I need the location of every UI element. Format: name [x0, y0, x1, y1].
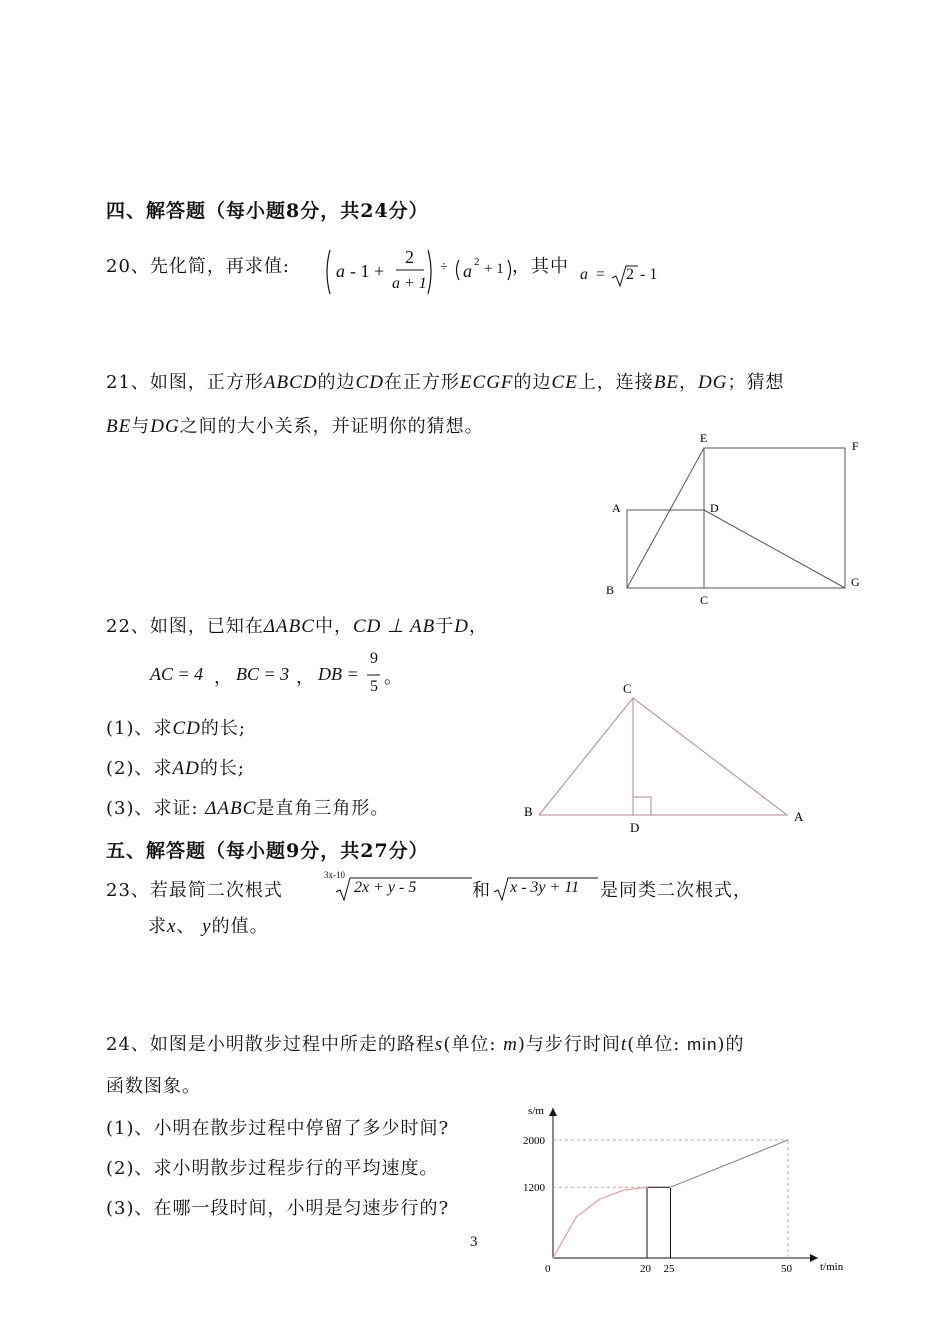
- series-linear-segment: [671, 1140, 789, 1187]
- q23-prefix: 23、若最简二次根式: [106, 880, 283, 901]
- q20-val-a: a: [580, 266, 588, 283]
- y-axis-arrow: [549, 1108, 557, 1116]
- q22-sep1: ，: [214, 667, 233, 688]
- q22-line2: [150, 650, 430, 700]
- label-c: C: [700, 593, 709, 607]
- q20-val-eq: =: [596, 266, 606, 283]
- data-point-2: [599, 1198, 601, 1200]
- q20-minus1: - 1 +: [350, 261, 385, 281]
- q20-prefix: 20、先化简，再求值:: [106, 256, 290, 277]
- q22-s2-v: AD: [172, 758, 200, 779]
- label-g: G: [851, 575, 860, 589]
- label-c: C: [623, 681, 632, 696]
- q21-l1-v2: CD: [355, 372, 384, 393]
- q22-l1-p3: 于: [435, 616, 455, 637]
- q22-s2-p1: (2)、求: [106, 758, 173, 779]
- page-number: 3: [470, 1234, 478, 1250]
- q22-num: 9: [370, 650, 378, 667]
- q23-l2-p1: 求: [148, 916, 167, 937]
- q22-l1-v3: D: [454, 616, 470, 637]
- q21-l1-v3: ECGF: [459, 372, 514, 393]
- data-point-4: [646, 1186, 648, 1188]
- q21-l1-p1: 21、如图，正方形: [106, 372, 264, 393]
- q23-l2-sep: 、: [176, 916, 196, 937]
- q21-figure: [600, 428, 870, 608]
- section-5-title: 五、解答题（每小题9分，共27分）: [106, 840, 429, 862]
- x-axis-label: t/min: [820, 1261, 844, 1273]
- x-tick-0: 0: [545, 1263, 551, 1275]
- q20-a2: a: [463, 261, 472, 281]
- q24-l1-p4: (单位:: [627, 1034, 681, 1055]
- square-abcd: [627, 510, 704, 588]
- q23-suffix: 是同类二次根式，: [600, 880, 752, 901]
- q22-s2-p2: 的长;: [199, 758, 245, 779]
- data-point-1: [576, 1216, 578, 1218]
- q23-l2-x: x: [167, 916, 177, 937]
- q21-line1: [106, 368, 784, 394]
- q23-radical-2: [492, 870, 602, 902]
- q21-l1-p6: ，: [679, 372, 699, 393]
- q22-s1-v: CD: [172, 718, 201, 739]
- q23-rad2: x - 3y + 11: [510, 879, 580, 896]
- q20-val-rest: - 1: [640, 266, 658, 283]
- q20-expression: [322, 244, 522, 300]
- y-tick-2000: 2000: [523, 1135, 545, 1147]
- q22-sub2: [106, 754, 245, 780]
- square-ecgf: [704, 448, 845, 588]
- x-tick-50: 50: [781, 1263, 792, 1275]
- q22-s3-p2: 是直角三角形。: [256, 798, 390, 819]
- triangle-abc: [539, 698, 787, 815]
- q22-l1-p1: 22、如图，已知在: [106, 616, 264, 637]
- q22-s3-p1: (3)、求证:: [106, 798, 199, 819]
- q24-l1-p2: (单位:: [443, 1034, 497, 1055]
- q22-sub1: [106, 714, 246, 740]
- q24-l1-p5: )的: [717, 1034, 745, 1055]
- q22-figure: [515, 678, 815, 838]
- y-tick-1200: 1200: [523, 1182, 545, 1195]
- q24-l1-p3: )与步行时间: [517, 1034, 621, 1055]
- right-angle-mark: [633, 797, 651, 815]
- q22-s3-v: ΔABC: [205, 798, 257, 819]
- q20-num: 2: [405, 247, 414, 267]
- q22-line1: [106, 612, 488, 638]
- label-e: E: [700, 431, 708, 445]
- q24-l1-t: t: [620, 1034, 628, 1055]
- label-a: A: [794, 809, 804, 824]
- q23-l2-y: y: [202, 916, 212, 937]
- q24-chart: [510, 1098, 855, 1280]
- q24-l1-s: s: [434, 1034, 444, 1055]
- data-point-3: [623, 1189, 625, 1191]
- series-curve-segment: [553, 1187, 647, 1258]
- q23-line2: [148, 912, 269, 938]
- q20-val-radicand: 2: [626, 266, 634, 283]
- q24-line2: 函数图象。: [106, 1076, 201, 1097]
- x-tick-20: 20: [640, 1263, 651, 1275]
- q22-db: DB =: [318, 664, 359, 684]
- q20-where: ，其中: [512, 256, 569, 277]
- segment-be: [627, 448, 704, 588]
- q23-index: 3x-10: [324, 870, 345, 880]
- q22-l1-v2: CD ⊥ AB: [352, 616, 436, 637]
- q22-bc: BC = 3: [236, 664, 290, 684]
- q21-l2-p1: 与: [131, 416, 151, 437]
- q21-l1-p7: ；猜想: [727, 372, 785, 393]
- q24-l1-m: m: [503, 1034, 518, 1055]
- q21-l2-v1: BE: [106, 416, 132, 437]
- q22-ac: AC = 4: [150, 664, 204, 684]
- q23-and: 和: [472, 880, 491, 901]
- label-d: D: [630, 820, 640, 835]
- data-point-6: [787, 1139, 789, 1141]
- q20-den: a + 1: [392, 275, 427, 292]
- q24-sub2: (2)、求小明散步过程步行的平均速度。: [106, 1158, 439, 1179]
- q21-l1-v5: BE: [653, 372, 680, 393]
- q20-sqrt-sign: [610, 264, 640, 288]
- label-f: F: [852, 439, 859, 453]
- q21-line2: [106, 412, 484, 438]
- q22-l1-p2: 中，: [314, 616, 353, 637]
- q21-l1-p3: 在正方形: [383, 372, 460, 393]
- data-point-5: [670, 1186, 672, 1188]
- label-b: B: [524, 804, 533, 819]
- data-point-0: [552, 1257, 554, 1259]
- q23-rad1: 2x + y - 5: [354, 879, 417, 896]
- q20-exp: 2: [474, 256, 480, 268]
- q20-plus1: + 1: [484, 261, 504, 277]
- q22-s1-p1: (1)、求: [106, 718, 173, 739]
- q21-l2-p2: 之间的大小关系，并证明你的猜想。: [179, 416, 484, 437]
- segment-dg: [704, 510, 845, 588]
- q22-sub3: [106, 794, 389, 820]
- y-axis-label: s/m: [528, 1105, 544, 1117]
- q22-l1-v1: ΔABC: [263, 616, 315, 637]
- q22-end: 。: [384, 667, 403, 688]
- q21-l1-v4: CE: [551, 372, 578, 393]
- q20-value: [580, 262, 690, 290]
- x-tick-25: 25: [663, 1263, 675, 1275]
- label-a: A: [612, 501, 621, 515]
- x-axis-arrow: [810, 1254, 818, 1262]
- q21-l1-p2: 的边: [317, 372, 356, 393]
- q22-den: 5: [370, 678, 378, 695]
- q21-l1-v6: DG: [698, 372, 728, 393]
- label-b: B: [606, 583, 615, 597]
- q24-sub3: (3)、在哪一段时间，小明是匀速步行的?: [106, 1198, 450, 1219]
- q21-l1-v1: ABCD: [263, 372, 318, 393]
- label-d: D: [710, 501, 719, 515]
- q24-sub1: (1)、小明在散步过程中停留了多少时间?: [106, 1118, 450, 1139]
- q21-l1-p4: 的边: [513, 372, 552, 393]
- q22-sep2: ，: [296, 667, 315, 688]
- q21-l1-p5: 上，连接: [577, 372, 654, 393]
- q20-div: ÷: [440, 260, 448, 275]
- q24-line1: [106, 1030, 744, 1056]
- q20-a1: a: [336, 261, 345, 281]
- q24-l1-min: min: [687, 1035, 718, 1054]
- section-4-title: 四、解答题（每小题8分，共24分）: [106, 200, 429, 222]
- q22-l1-p4: ，: [469, 616, 489, 637]
- q22-s1-p2: 的长;: [200, 718, 246, 739]
- q24-l1-p1: 24、如图是小明散步过程中所走的路程: [106, 1034, 435, 1055]
- q21-l2-v2: DG: [150, 416, 180, 437]
- q23-l2-p2: 的值。: [211, 916, 269, 937]
- q23-radical-1: [322, 870, 472, 902]
